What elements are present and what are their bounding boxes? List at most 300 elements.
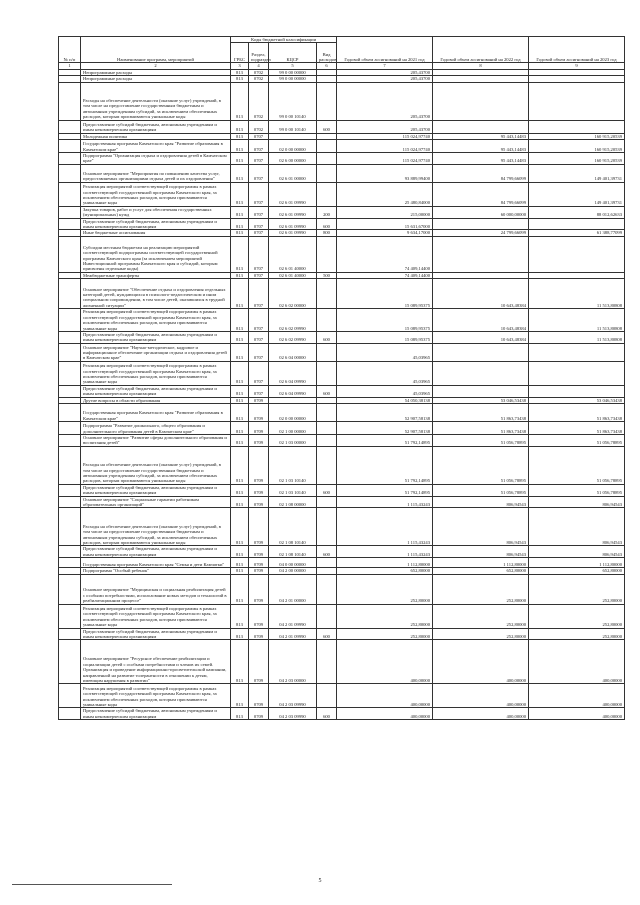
amount-2021-cell: 52 907,58138 [337,421,433,434]
amount-2022-cell [433,343,529,361]
csr-cell: 02 6 04 00000 [269,343,317,361]
csr-cell: 04 2 01 00000 [269,574,317,604]
amount-2022-cell [433,82,529,120]
name-cell: Предоставление субсидий бюджетным, автономным учреждениям и иным некоммерческим организациям [81,628,231,640]
num-cell [59,628,81,640]
vr-cell [317,403,337,421]
name-cell: Государственная программа Камчатского края "Семья и дети Камчатки" [81,558,231,568]
vr-cell [317,140,337,153]
csr-cell: 99 0 00 00000 [269,76,317,82]
index-cell: 8 [433,63,529,69]
num-cell [59,574,81,604]
vr-cell [317,153,337,165]
section-cell: 0702 [249,69,269,75]
section-cell: 0709 [249,434,269,446]
amount-2023-cell: 160 915,20539 [529,133,625,139]
amount-2023-cell: 400,00000 [529,708,625,720]
section-cell: 0707 [249,230,269,236]
section-cell: 0709 [249,421,269,434]
col-2023-header: Годовой объем ассигнований на 2023 год [529,37,625,63]
amount-2022-cell [433,236,529,272]
amount-2022-cell: 53 046,53438 [433,397,529,403]
num-cell [59,546,81,558]
amount-2022-cell: 60 000,00000 [433,206,529,218]
name-cell: Реализация мероприятий соответствующей подпрограммы в рамках соответствующей государственной программы Камчатского края, за исключением обеспеченных расходов, которым присваиваются уникальные коды [81,182,231,206]
grbs-cell: 813 [231,69,249,75]
amount-2021-cell: 652,80000 [337,568,433,574]
num-cell [59,164,81,182]
table-row [59,218,625,230]
num-cell [59,434,81,446]
amount-2022-cell: 51 056,78895 [433,446,529,484]
amount-2022-cell [433,218,529,230]
csr-cell: 04 0 00 00000 [269,558,317,568]
name-cell: Основное мероприятие "Медицинская и социальная реабилитация детей с особыми потребностями, использование новых методов и технологий в реабилитационном процессе" [81,574,231,604]
grbs-cell: 813 [231,153,249,165]
amount-2023-cell [529,236,625,272]
name-cell: Основное мероприятие "Мероприятия по повышению качества услуг, предоставляемых организациями отдыха детей и их оздоровления" [81,164,231,182]
num-cell [59,708,81,720]
amount-2021-cell: 205,43700 [337,69,433,75]
vr-cell [317,236,337,272]
amount-2021-cell: 25 480,84000 [337,182,433,206]
section-cell: 0709 [249,684,269,708]
name-cell: Непрограммные расходы [81,76,231,82]
table-row [59,153,625,165]
num-cell [59,640,81,684]
grbs-cell: 813 [231,236,249,272]
section-cell: 0707 [249,133,269,139]
table-row [59,182,625,206]
csr-cell: 02 6 00 00000 [269,153,317,165]
amount-2021-cell: 115 024,97740 [337,153,433,165]
amount-2022-cell: 252,80000 [433,574,529,604]
amount-2022-cell: 10 643,48384 [433,331,529,343]
amount-2023-cell [529,343,625,361]
name-cell: Предоставление субсидий бюджетным, автономным учреждениям и иным некоммерческим организациям [81,385,231,397]
grbs-cell: 813 [231,140,249,153]
amount-2022-cell: 84 799,66099 [433,182,529,206]
num-cell [59,309,81,332]
grbs-cell: 813 [231,279,249,309]
amount-2022-cell: 252,80000 [433,628,529,640]
vr-cell: 600 [317,218,337,230]
csr-cell: 02 0 00 00000 [269,140,317,153]
name-cell: Подпрограмма "Организация отдыха и оздоровления детей в Камчатском крае" [81,153,231,165]
section-cell: 0709 [249,574,269,604]
vr-cell: 200 [317,206,337,218]
table-row [59,496,625,508]
amount-2022-cell: 252,80000 [433,604,529,628]
index-cell: 5 [269,63,317,69]
name-cell: Реализация мероприятий соответствующей подпрограммы в рамках соответствующей государственной программы Камчатского края, за исключением обеспеченных расходов, которым присваиваются уникальные коды [81,361,231,385]
section-cell: 0709 [249,546,269,558]
section-cell: 0707 [249,153,269,165]
table-row [59,343,625,361]
vr-cell [317,496,337,508]
section-cell: 0707 [249,385,269,397]
vr-cell [317,421,337,434]
amount-2021-cell: 1 115,43243 [337,496,433,508]
col-vr-header: Вид расходов [317,43,337,63]
col-section-header: Раздел, подраздел [249,43,269,63]
table-row [59,82,625,120]
section-cell: 0709 [249,496,269,508]
num-cell [59,421,81,434]
grbs-cell: 813 [231,508,249,546]
amount-2021-cell: 205,43700 [337,82,433,120]
csr-cell: 02 1 00 00000 [269,421,317,434]
vr-cell: 600 [317,708,337,720]
num-cell [59,496,81,508]
amount-2022-cell: 652,80000 [433,568,529,574]
grbs-cell: 813 [231,628,249,640]
name-cell: Предоставление субсидий бюджетным, автономным учреждениям и иным некоммерческим организациям [81,218,231,230]
amount-2022-cell: 24 799,66099 [433,230,529,236]
amount-2023-cell: 1 112,80000 [529,558,625,568]
num-cell [59,279,81,309]
grbs-cell: 813 [231,558,249,568]
vr-cell [317,574,337,604]
grbs-cell: 813 [231,574,249,604]
index-cell: 1 [59,63,81,69]
grbs-cell: 813 [231,230,249,236]
table-row [59,361,625,385]
amount-2022-cell [433,120,529,133]
amount-2022-cell: 51 863,73438 [433,421,529,434]
amount-2021-cell: 252,80000 [337,574,433,604]
amount-2021-cell: 74 409,14400 [337,236,433,272]
vr-cell [317,446,337,484]
table-row [59,403,625,421]
num-cell [59,446,81,484]
vr-cell [317,434,337,446]
amount-2021-cell: 400,00000 [337,640,433,684]
amount-2023-cell [529,82,625,120]
amount-2021-cell: 51 792,14895 [337,484,433,496]
amount-2023-cell: 400,00000 [529,640,625,684]
footnote-divider [12,884,172,885]
num-cell [59,361,81,385]
name-cell: Молодежная политика [81,133,231,139]
grbs-cell: 813 [231,309,249,332]
grbs-cell: 813 [231,385,249,397]
amount-2021-cell: 115 024,97740 [337,140,433,153]
name-cell: Расходы на обеспечение деятельности (оказание услуг) учреждений, в том числе на предоставление государственным бюджетным и автономным учреждениям субсидий, за исключением обеспеченных расходов, которым присваиваются уникальные коды [81,82,231,120]
amount-2021-cell: 54 050,38138 [337,397,433,403]
grbs-cell: 813 [231,361,249,385]
grbs-cell: 813 [231,76,249,82]
grbs-cell: 813 [231,164,249,182]
csr-cell: 02 6 01 09990 [269,182,317,206]
num-cell [59,218,81,230]
amount-2021-cell: 205,43700 [337,76,433,82]
name-cell: Расходы на обеспечение деятельности (оказание услуг) учреждений, в том числе на предоставление государственным бюджетным и автономным учреждениям субсидий, за исключением обеспеченных расходов, которым присваиваются уникальные коды [81,446,231,484]
amount-2021-cell: 74 409,14400 [337,272,433,278]
amount-2021-cell: 1 112,80000 [337,558,433,568]
section-cell: 0707 [249,272,269,278]
amount-2023-cell: 51 863,73438 [529,403,625,421]
section-cell: 0709 [249,708,269,720]
grbs-cell: 813 [231,206,249,218]
grbs-cell: 813 [231,484,249,496]
section-cell: 0702 [249,82,269,120]
name-cell: Предоставление субсидий бюджетным, автономным учреждениям и иным некоммерческим организациям [81,708,231,720]
amount-2023-cell: 252,80000 [529,574,625,604]
amount-2022-cell: 95 443,14483 [433,133,529,139]
name-cell: Непрограммные расходы [81,69,231,75]
num-cell [59,331,81,343]
amount-2023-cell: 88 012,62633 [529,206,625,218]
section-cell: 0707 [249,309,269,332]
table-row [59,206,625,218]
section-cell: 0709 [249,484,269,496]
num-cell [59,484,81,496]
vr-cell [317,604,337,628]
csr-cell: 02 6 01 09990 [269,206,317,218]
grbs-cell: 813 [231,568,249,574]
amount-2021-cell: 45,03965 [337,361,433,385]
name-cell: Предоставление субсидий бюджетным, автономным учреждениям и иным некоммерческим организациям [81,484,231,496]
table-row [59,309,625,332]
table-row [59,446,625,484]
index-cell: 3 [231,63,249,69]
amount-2023-cell: 51 056,78895 [529,446,625,484]
name-cell: Основное мероприятие "Социальные гарантии работникам образовательных организаций" [81,496,231,508]
grbs-cell: 813 [231,120,249,133]
amount-2023-cell: 11 513,80808 [529,331,625,343]
section-cell: 0707 [249,236,269,272]
name-cell: Предоставление субсидий бюджетным, автономным учреждениям и иным некоммерческим организациям [81,546,231,558]
name-cell: Основное мероприятие "Научно-методическое, кадровое и информационное обеспечение организации отдыха и оздоровления детей в Камчатском крае" [81,343,231,361]
section-cell: 0707 [249,140,269,153]
table-row [59,385,625,397]
name-cell: Основное мероприятие "Ресурсное обеспечение реабилитации и социализации детей с особыми потребностями и членов их семей. Организация и проведение информационно-просветительской кампании, направленной на развитие толерантности в отношении к детям, имеющим нарушения в развитии" [81,640,231,684]
csr-cell: 02 6 01 09990 [269,218,317,230]
csr-cell: 99 0 00 10140 [269,120,317,133]
section-cell: 0707 [249,343,269,361]
table-row [59,236,625,272]
amount-2023-cell: 652,80000 [529,568,625,574]
csr-cell: 02 1 08 10140 [269,508,317,546]
grbs-cell: 813 [231,133,249,139]
amount-2023-cell: 160 915,20539 [529,140,625,153]
section-cell: 0709 [249,508,269,546]
grbs-cell: 813 [231,272,249,278]
name-cell: Расходы на обеспечение деятельности (оказание услуг) учреждений, в том числе на предоставление государственным бюджетным и автономным учреждениям субсидий, за исключением обеспеченных расходов, которым присваиваются уникальные коды [81,508,231,546]
grbs-cell: 813 [231,640,249,684]
section-cell: 0707 [249,218,269,230]
csr-cell: 04 2 03 09990 [269,684,317,708]
vr-cell: 500 [317,272,337,278]
amount-2021-cell: 252,80000 [337,604,433,628]
table-row [59,628,625,640]
page-number: 5 [318,878,322,884]
col-2022-header: Годовой объем ассигнований на 2022 год [433,37,529,63]
col-number-header: № п/п [59,37,81,63]
amount-2022-cell [433,385,529,397]
amount-2023-cell [529,120,625,133]
col-name-header: Наименование программ, мероприятий [81,37,231,63]
name-cell: Реализация мероприятий соответствующей подпрограммы в рамках соответствующей государственной программы Камчатского края, за исключением обеспеченных расходов, которым присваиваются уникальные коды [81,309,231,332]
section-cell: 0709 [249,628,269,640]
csr-cell: 02 6 02 09990 [269,309,317,332]
section-cell: 0707 [249,164,269,182]
num-cell [59,206,81,218]
section-cell: 0707 [249,361,269,385]
name-cell: Основное мероприятие "Обеспечение отдыха и оздоровления отдельных категорий детей, нуждающихся в психолого-педагогическом и ином специальном сопровождении, в том числе детей, оказавшихся в трудной жизненной ситуации" [81,279,231,309]
amount-2021-cell: 52 907,58138 [337,403,433,421]
amount-2023-cell: 51 056,78895 [529,484,625,496]
index-cell: 6 [317,63,337,69]
vr-cell [317,343,337,361]
table-row [59,434,625,446]
name-cell: Реализация мероприятий соответствующей подпрограммы в рамках соответствующей государственной программы Камчатского края, за исключением обеспеченных расходов, которым присваиваются уникальные коды [81,604,231,628]
grbs-cell: 813 [231,403,249,421]
amount-2022-cell: 84 799,66099 [433,164,529,182]
name-cell: Государственная программа Камчатского края "Развитие образования в Камчатском крае" [81,403,231,421]
vr-cell [317,684,337,708]
vr-cell: 600 [317,484,337,496]
amount-2023-cell: 61 388,77099 [529,230,625,236]
table-row [59,546,625,558]
section-cell: 0709 [249,446,269,484]
amount-2021-cell: 15 089,95375 [337,331,433,343]
grbs-cell: 813 [231,331,249,343]
csr-cell: 02 6 02 09990 [269,331,317,343]
section-cell: 0707 [249,331,269,343]
vr-cell [317,182,337,206]
amount-2021-cell: 1 115,43243 [337,546,433,558]
amount-2021-cell: 400,00000 [337,684,433,708]
name-cell: Субсидии местным бюджетам на реализацию мероприятий соответствующей подпрограммы соответствующей государственной программы Камчатского края (за исключением мероприятий Инвестиционной программы Камчатского края и субсидий, которым присвоены отдельные коды) [81,236,231,272]
csr-cell: 02 6 04 09990 [269,361,317,385]
vr-cell: 600 [317,120,337,133]
vr-cell [317,309,337,332]
grbs-cell: 813 [231,397,249,403]
amount-2022-cell: 10 643,48384 [433,279,529,309]
amount-2021-cell: 45,03965 [337,385,433,397]
amount-2021-cell: 51 792,14895 [337,434,433,446]
vr-cell [317,361,337,385]
table-row [59,331,625,343]
name-cell: Подпрограмма "Развитие дошкольного, общего образования и дополнительного образования детей в Камчатском крае" [81,421,231,434]
amount-2023-cell: 53 046,53438 [529,397,625,403]
num-cell [59,684,81,708]
name-cell: Межбюджетные трансферты [81,272,231,278]
vr-cell [317,508,337,546]
amount-2022-cell: 1 112,80000 [433,558,529,568]
csr-cell: 02 1 08 10140 [269,546,317,558]
name-cell: Другие вопросы в области образования [81,397,231,403]
amount-2022-cell: 806,94543 [433,496,529,508]
grbs-cell: 813 [231,496,249,508]
csr-cell: 99 0 00 10140 [269,82,317,120]
table-body [59,69,625,719]
section-cell: 0709 [249,558,269,568]
num-cell [59,120,81,133]
name-cell: Подпрограмма "Особый ребенок" [81,568,231,574]
amount-2022-cell [433,361,529,385]
num-cell [59,385,81,397]
grbs-cell: 813 [231,182,249,206]
csr-cell: 02 6 01 40000 [269,272,317,278]
amount-2022-cell: 95 443,14483 [433,153,529,165]
table-row [59,708,625,720]
amount-2023-cell: 149 401,39731 [529,164,625,182]
csr-cell: 02 0 00 00000 [269,403,317,421]
section-cell: 0702 [249,76,269,82]
csr-cell: 02 1 03 00000 [269,434,317,446]
table-row [59,140,625,153]
amount-2022-cell: 400,00000 [433,684,529,708]
grbs-cell: 813 [231,82,249,120]
section-cell: 0707 [249,279,269,309]
table-row [59,164,625,182]
amount-2023-cell: 806,94543 [529,508,625,546]
amount-2022-cell: 10 643,48384 [433,309,529,332]
budget-table [58,36,625,720]
section-cell: 0709 [249,640,269,684]
grbs-cell: 813 [231,708,249,720]
grbs-cell: 813 [231,434,249,446]
name-cell: Предоставление субсидий бюджетным, автономным учреждениям и иным некоммерческим организациям [81,120,231,133]
vr-cell: 600 [317,385,337,397]
amount-2021-cell: 15 631,67000 [337,218,433,230]
section-cell: 0702 [249,120,269,133]
amount-2023-cell: 11 513,80808 [529,309,625,332]
amount-2022-cell: 51 863,73438 [433,403,529,421]
budget-sheet [58,36,624,720]
name-cell: Государственная программа Камчатского края "Развитие образования в Камчатском крае" [81,140,231,153]
section-cell: 0709 [249,568,269,574]
csr-cell: 99 0 00 00000 [269,69,317,75]
grbs-cell: 813 [231,218,249,230]
num-cell [59,182,81,206]
csr-cell: 04 2 03 00000 [269,640,317,684]
section-cell: 0709 [249,403,269,421]
amount-2021-cell: 400,00000 [337,708,433,720]
num-cell [59,604,81,628]
table-row [59,120,625,133]
csr-cell: 04 2 00 00000 [269,568,317,574]
amount-2022-cell: 400,00000 [433,640,529,684]
num-cell [59,140,81,153]
col-classification-header: Коды бюджетной классификации [231,37,337,43]
vr-cell: 600 [317,628,337,640]
csr-cell: 02 6 01 00000 [269,164,317,182]
csr-cell: 04 2 03 09990 [269,708,317,720]
csr-cell: 02 1 03 10140 [269,446,317,484]
num-cell [59,343,81,361]
num-cell [59,82,81,120]
amount-2022-cell: 400,00000 [433,708,529,720]
amount-2022-cell: 806,94543 [433,546,529,558]
csr-cell: 02 6 04 09990 [269,385,317,397]
table-row [59,484,625,496]
grbs-cell: 813 [231,604,249,628]
amount-2021-cell: 93 889,99400 [337,164,433,182]
csr-cell: 04 2 01 09990 [269,604,317,628]
section-cell: 0707 [249,182,269,206]
amount-2022-cell: 51 056,78895 [433,434,529,446]
amount-2021-cell: 15 089,95375 [337,279,433,309]
col-grbs-header: ГРБС [231,43,249,63]
amount-2021-cell: 1 115,43243 [337,508,433,546]
index-cell: 2 [81,63,231,69]
amount-2023-cell: 51 056,78895 [529,434,625,446]
csr-cell: 02 1 03 10140 [269,484,317,496]
